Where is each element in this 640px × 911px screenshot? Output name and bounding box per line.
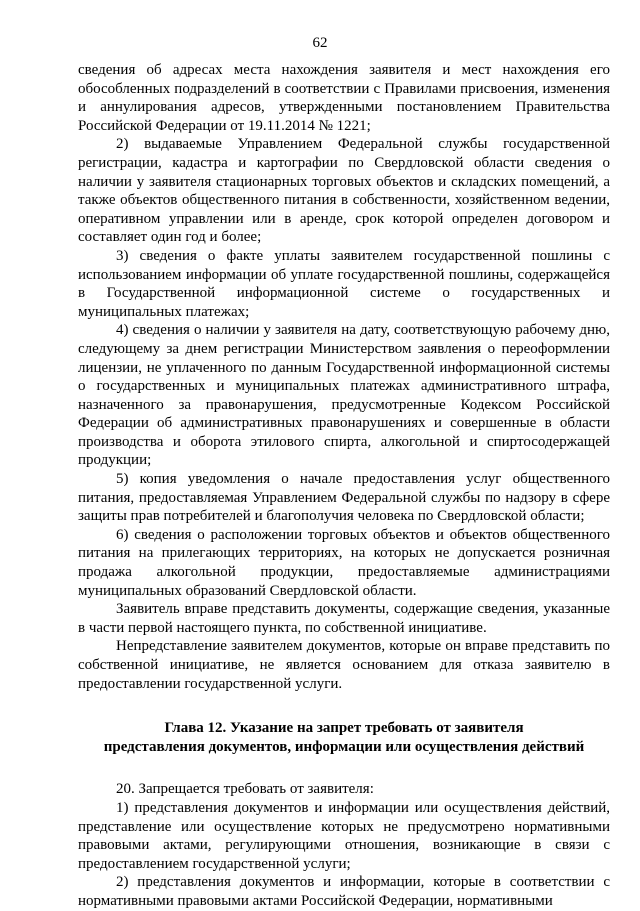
paragraph-item-2: 2) выдаваемые Управлением Федеральной службы государственной регистрации, кадастра и картографии по Свердловской области сведения о наличии у заявителя стационарных торговых объектов и складских помещений, а также объектов общественного питания в собственности, хозяйственном ведении, оперативном управлении или в аренде, срок которой определен договором и составляет один год и более; [78,136,610,246]
chapter-heading [78,719,610,756]
chapter-heading-line-2: представления документов, информации или осуществления действий [103,738,585,755]
paragraph-item-6: 6) сведения о расположении торговых объектов и объектов общественного питания на прилегающих территориях, на которых не допускается розничная продажа алкогольной продукции, предоставляемые администрациями муниципальных образований Свердловской области. [78,526,610,599]
chapter-heading-line-1: Глава 12. Указание на запрет требовать от заявителя [164,720,524,737]
paragraph-item-5: 5) копия уведомления о начале предоставления услуг общественного питания, предоставляемая Управлением Федеральной службы по надзору в сфере защиты прав потребителей и благополучия человека по Свердловской области; [78,471,610,525]
paragraph-item-4: 4) сведения о наличии у заявителя на дату, соответствующую рабочему дню, следующему за днем регистрации Министерством заявления о переоформлении лицензии, не уплаченного по данным Государственной информационной системы о государственных и муниципальных платежах административного штрафа, назначенного за правонарушения, предусмотренные Кодексом Российской Федерации об административных правонарушениях и совершенные в области производства и оборота этилового спирта, алкогольной и спиртосодержащей продукции; [78,322,610,469]
page-number: 62 [312,35,328,51]
document-body [78,61,610,911]
paragraph-applicant-right: Заявитель вправе представить документы, содержащие сведения, указанные в части первой настоящего пункта, по собственной инициативе. [78,601,610,636]
paragraph-clause-20-item-2: 2) представления документов и информации, которые в соответствии с нормативными правовыми актами Российской Федерации, нормативными [78,874,610,909]
paragraph-item-3: 3) сведения о факте уплаты заявителем государственной пошлины с использованием информации об уплате государственной пошлины, содержащейся в Государственной информационной системе о государственных и муниципальных платежах; [78,247,610,320]
paragraph-clause-20: 20. Запрещается требовать от заявителя: [116,781,374,798]
paragraph-clause-20-item-1: 1) представления документов и информации или осуществления действий, представление или осуществление которых не предусмотрено нормативными правовыми актами, регулирующими отношения, возникающие в связи с предоставлением государственной услуги; [78,799,610,872]
paragraph-non-submission: Непредставление заявителем документов, которые он вправе представить по собственной инициативе, не является основанием для отказа заявителю в предоставлении государственной услуги. [78,638,610,692]
paragraph-address-info: сведения об адресах места нахождения заявителя и мест нахождения его обособленных подразделений в соответствии с Правилами присвоения, изменения и аннулирования адресов, утвержденными постановлением Правительства Российской Федерации от 19.11.2014 № 1221; [78,62,610,134]
